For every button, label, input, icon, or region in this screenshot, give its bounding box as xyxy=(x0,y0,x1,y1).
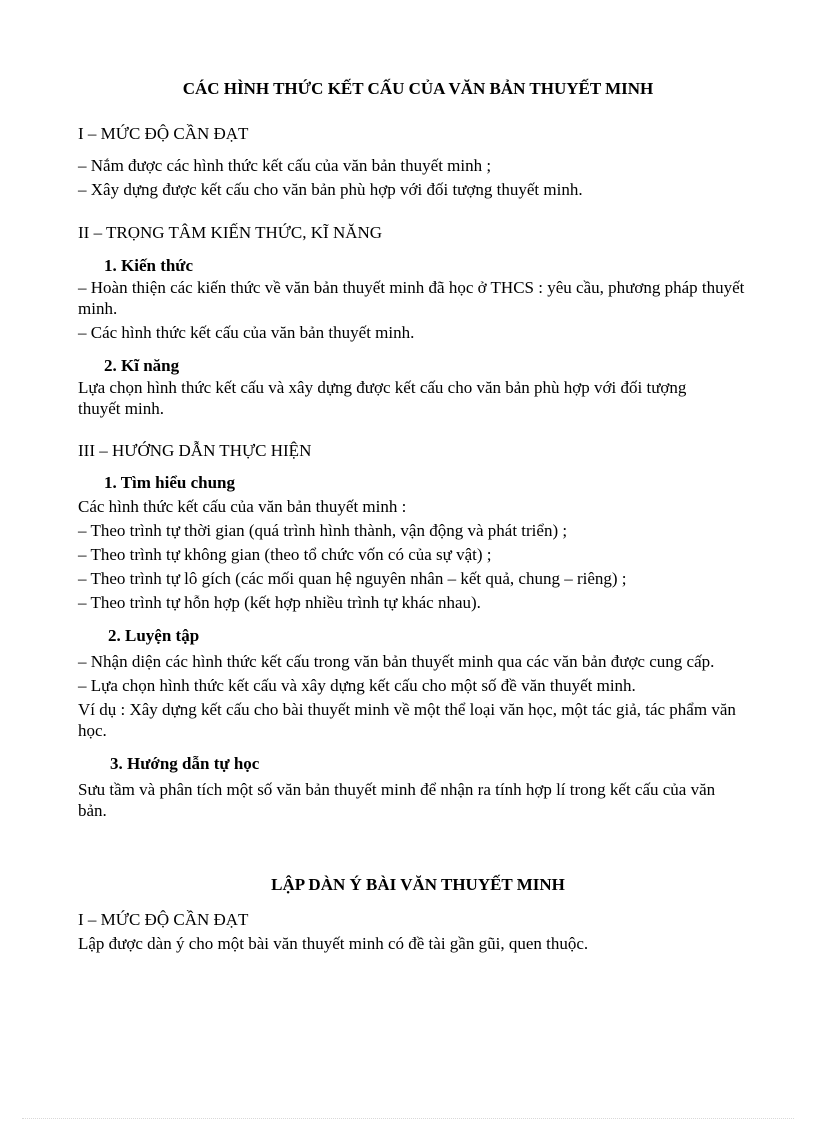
paragraph: Lựa chọn hình thức kết cấu và xây dựng được kết cấu cho văn bản phù hợp với đối tượng thuyết minh. xyxy=(78,378,687,418)
subsection-heading: 1. Kiến thức xyxy=(104,256,194,275)
bullet-line: – Xây dựng được kết cấu cho văn bản phù hợp với đối tượng thuyết minh. xyxy=(78,180,583,199)
page-bottom-border xyxy=(22,1118,794,1119)
section-heading: I – MỨC ĐỘ CẦN ĐẠT xyxy=(78,910,249,929)
paragraph: Lập được dàn ý cho một bài văn thuyết minh có đề tài gần gũi, quen thuộc. xyxy=(78,934,589,953)
document-page xyxy=(78,78,748,954)
bullet-line: – Các hình thức kết cấu của văn bản thuyết minh. xyxy=(78,323,415,342)
section-heading: I – MỨC ĐỘ CẦN ĐẠT xyxy=(78,124,249,143)
list-intro: Các hình thức kết cấu của văn bản thuyết minh : xyxy=(78,497,407,516)
section-heading: II – TRỌNG TÂM KIẾN THỨC, KĨ NĂNG xyxy=(78,223,383,242)
bullet-line: – Theo trình tự lô gích (các mối quan hệ nguyên nhân – kết quả, chung – riêng) ; xyxy=(78,569,627,588)
bullet-line: – Lựa chọn hình thức kết cấu và xây dựng kết cấu cho một số đề văn thuyết minh. xyxy=(78,676,636,695)
paragraph: Sưu tầm và phân tích một số văn bản thuyết minh để nhận ra tính hợp lí trong kết cấu của văn bản. xyxy=(78,780,716,820)
subsection-heading: 2. Luyện tập xyxy=(108,626,200,645)
bullet-line: – Nhận diện các hình thức kết cấu trong văn bản thuyết minh qua các văn bản được cung cấp. xyxy=(78,652,715,671)
subsection-body xyxy=(78,496,748,613)
section-body xyxy=(78,155,748,200)
subsection-body xyxy=(78,377,748,419)
bullet-line: – Hoàn thiện các kiến thức về văn bản thuyết minh đã học ở THCS : yêu cầu, phương pháp thuyết minh. xyxy=(78,278,745,318)
subsection-heading: 2. Kĩ năng xyxy=(104,356,180,375)
document-title: LẬP DÀN Ý BÀI VĂN THUYẾT MINH xyxy=(271,875,565,894)
subsection-heading: 3. Hướng dẫn tự học xyxy=(110,754,260,773)
document-title: CÁC HÌNH THỨC KẾT CẤU CỦA VĂN BẢN THUYẾT MINH xyxy=(182,79,654,98)
paragraph: Ví dụ : Xây dựng kết cấu cho bài thuyết minh về một thể loại văn học, một tác giả, tác phẩm văn học. xyxy=(78,700,736,740)
subsection-body xyxy=(78,651,748,741)
subsection-body xyxy=(78,277,748,343)
bullet-line: – Nắm được các hình thức kết cấu của văn bản thuyết minh ; xyxy=(78,156,492,175)
bullet-line: – Theo trình tự không gian (theo tổ chức vốn có của sự vật) ; xyxy=(78,545,492,564)
bullet-line: – Theo trình tự thời gian (quá trình hình thành, vận động và phát triển) ; xyxy=(78,521,568,540)
subsection-heading: 1. Tìm hiểu chung xyxy=(104,473,236,492)
bullet-line: – Theo trình tự hỗn hợp (kết hợp nhiều trình tự khác nhau). xyxy=(78,593,481,612)
subsection-body xyxy=(78,779,748,821)
section-body xyxy=(78,933,748,954)
section-heading: III – HƯỚNG DẪN THỰC HIỆN xyxy=(78,441,312,460)
